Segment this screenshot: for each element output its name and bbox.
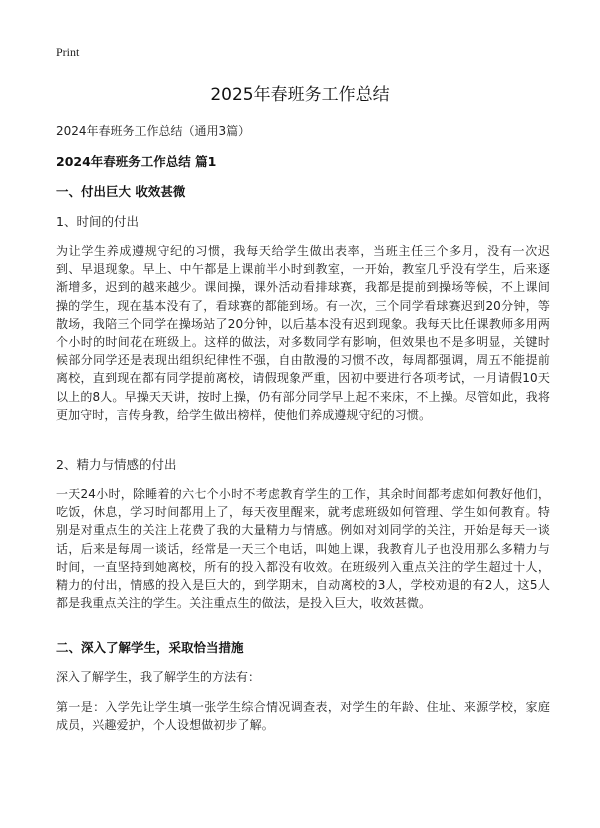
section-1-title: 一、付出巨大 收效甚微 [56, 184, 186, 199]
paragraph-time-effort: 为让学生养成遵规守纪的习惯，我每天给学生做出表率，当班主任三个多月，没有一次迟到、早退现象。早上、中午都是上课前半小时到教室，一开始，教室几乎没有学生，后来逐渐增多，迟到的越来越少。课间操，课外活动看排球赛，我都是提前到操场等候，不上课间操的学生，现在基本没有了，看球赛的都能到场。有一次，三个同学看球赛迟到20分钟，等散场，我陪三个同学在操场站了20分钟，以后基本没有迟到现象。我每天比任课教师多用两个小时的时间花在班级上。这样的做法，对多数同学有影响，但效果也不是多明显，关键时候部分同学还是表现出组织纪律性不强，自由散漫的习惯不改，每周都强调，周五不能提前离校，直到现在都有同学提前离校，请假现象严重，因初中要进行各项考试，一月请假10天以上的8人。早操天天讲，按时上操，仍有部分同学早上起不来床，不上操。尽管如此，我将更加守时，言传身教，给学生做出榜样，使他们养成遵规守纪的习惯。 [56, 244, 550, 422]
subsection-1-title: 1、时间的付出 [56, 214, 139, 229]
article-heading: 2024年春班务工作总结 篇1 [56, 154, 217, 169]
subsection-2-title: 2、精力与情感的付出 [56, 457, 177, 472]
document-title: 2025年春班务工作总结 [210, 85, 390, 105]
document-subtitle: 2024年春班务工作总结（通用3篇） [56, 124, 251, 138]
paragraph-energy-emotion: 一天24小时，除睡着的六七个小时不考虑教育学生的工作，其余时间都考虑如何教好他们，吃饭，休息，学习时间都用上了，每天夜里醒来，就考虑班级如何管理、学生如何教育。特别是对重点生的关注上花费了我的大量精力与情感。例如对刘同学的关注，开始是每天一谈话，后来是每周一谈话，经常是一天三个电话，叫她上课，我教育儿子也没用那么多精力与时间，一直坚持到她离校，所有的投入都没有收效。在班级列入重点关注的学生超过十人，精力的付出，情感的投入是巨大的，到学期末，自动离校的3人，学校劝退的有2人，这5人都是我重点关注的学生。关注重点生的做法，是投入巨大，收效甚微。 [56, 487, 550, 611]
print-label: Print [56, 45, 80, 59]
methods-intro: 深入了解学生，我了解学生的方法有： [56, 670, 261, 684]
paragraph-method-one: 第一是：入学先让学生填一张学生综合情况调查表，对学生的年龄、住址、来源学校，家庭成员，兴趣爱护，个人设想做初步了解。 [56, 700, 550, 733]
section-2-title: 二、深入了解学生，采取恰当措施 [56, 640, 244, 655]
